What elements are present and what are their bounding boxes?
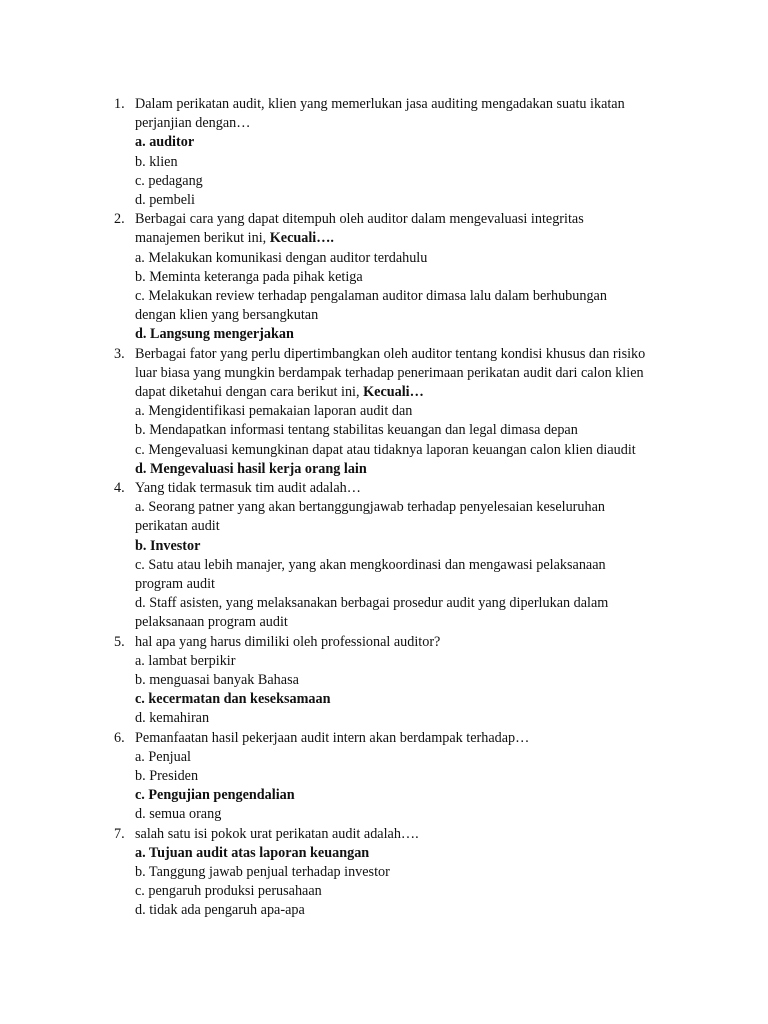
question-stem-text: Berbagai fator yang perlu dipertimbangkan oleh auditor tentang kondisi khusus dan risiko xyxy=(135,345,646,362)
question-stem-emphasis: Kecuali… xyxy=(363,384,424,400)
question-stem-line xyxy=(135,345,645,364)
answer-option: c. Mengevaluasi kemungkinan dapat atau tidaknya laporan keuangan calon klien diaudit xyxy=(135,441,636,458)
answer-option: d. pembeli xyxy=(135,192,195,208)
answer-option-correct: d. Mengevaluasi hasil kerja orang lain xyxy=(135,460,367,477)
question-stem-text: Pemanfaatan hasil pekerjaan audit intern akan berdampak terhadap… xyxy=(135,729,530,746)
question-stem-emphasis: Kecuali…. xyxy=(269,230,334,247)
question-number: 7. xyxy=(114,825,125,842)
question-stem-text: hal apa yang harus dimiliki oleh professional auditor? xyxy=(135,633,441,650)
answer-option: a. Melakukan komunikasi dengan auditor terdahulu xyxy=(135,249,428,266)
question-number: 3. xyxy=(114,345,125,362)
answer-option: pelaksanaan program audit xyxy=(135,614,288,631)
question-number: 2. xyxy=(114,211,125,228)
answer-option: a. Seorang patner yang akan bertanggungjawab terhadap penyelesaian keseluruhan xyxy=(135,499,605,516)
question-stem-line xyxy=(135,383,424,402)
answer-option: b. Meminta keteranga pada pihak ketiga xyxy=(135,268,363,285)
question-stem-text: salah satu isi pokok urat perikatan audit adalah…. xyxy=(135,825,419,842)
answer-option: b. Mendapatkan informasi tentang stabilitas keuangan dan legal dimasa depan xyxy=(135,422,578,439)
question-stem-line xyxy=(135,633,440,652)
question-stem-text: dapat diketahui dengan cara berikut ini, xyxy=(135,384,364,400)
question-stem-text: manajemen berikut ini, xyxy=(135,230,270,247)
question-stem-line xyxy=(135,114,250,133)
answer-option: a. Penjual xyxy=(135,748,191,765)
question-stem-line xyxy=(135,210,584,229)
answer-option-correct: d. Langsung mengerjakan xyxy=(135,326,294,343)
answer-option-correct: c. Pengujian pengendalian xyxy=(135,787,295,804)
answer-option: a. Mengidentifikasi pemakaian laporan audit dan xyxy=(135,403,413,420)
answer-option: perikatan audit xyxy=(135,518,220,535)
answer-option: c. Melakukan review terhadap pengalaman auditor dimasa lalu dalam berhubungan xyxy=(135,288,607,304)
answer-option: c. pedagang xyxy=(135,172,203,189)
question-stem-line xyxy=(135,825,419,844)
answer-option-correct: c. kecermatan dan keseksamaan xyxy=(135,691,331,708)
question-number: 4. xyxy=(114,480,125,496)
answer-option: d. semua orang xyxy=(135,806,222,823)
question-stem-text: Dalam perikatan audit, klien yang memerlukan jasa auditing mengadakan suatu ikatan xyxy=(135,96,625,112)
answer-option: b. Presiden xyxy=(135,768,199,784)
question-stem-text: Yang tidak termasuk tim audit adalah… xyxy=(135,480,361,496)
answer-option-correct: a. Tujuan audit atas laporan keuangan xyxy=(135,844,370,861)
question-number: 5. xyxy=(114,633,125,650)
question-number: 6. xyxy=(114,729,125,746)
answer-option: b. menguasai banyak Bahasa xyxy=(135,672,299,688)
answer-option: b. klien xyxy=(135,153,178,170)
answer-option: d. kemahiran xyxy=(135,710,210,727)
answer-option: a. lambat berpikir xyxy=(135,652,236,669)
question-stem-text: perjanjian dengan… xyxy=(135,115,251,132)
answer-option-correct: a. auditor xyxy=(135,134,195,151)
question-number: 1. xyxy=(114,96,125,112)
question-stem-line xyxy=(135,479,361,498)
answer-option: dengan klien yang bersangkutan xyxy=(135,307,319,324)
question-stem-line xyxy=(135,95,625,114)
answer-option: c. Satu atau lebih manajer, yang akan mengkoordinasi dan mengawasi pelaksanaan xyxy=(135,556,606,573)
question-stem-line xyxy=(135,229,334,248)
answer-option: c. pengaruh produksi perusahaan xyxy=(135,883,322,900)
answer-option: d. tidak ada pengaruh apa-apa xyxy=(135,902,305,919)
question-stem-text: Berbagai cara yang dapat ditempuh oleh auditor dalam mengevaluasi integritas xyxy=(135,211,584,228)
answer-option: d. Staff asisten, yang melaksanakan berbagai prosedur audit yang diperlukan dalam xyxy=(135,595,609,612)
question-stem-text: luar biasa yang mungkin berdampak terhadap penerimaan perikatan audit dari calon klien xyxy=(135,364,644,381)
question-stem-line xyxy=(135,729,529,748)
answer-option: b. Tanggung jawab penjual terhadap investor xyxy=(135,864,390,880)
question-stem-line xyxy=(135,364,644,383)
answer-option-correct: b. Investor xyxy=(135,537,201,554)
answer-option: program audit xyxy=(135,576,215,592)
